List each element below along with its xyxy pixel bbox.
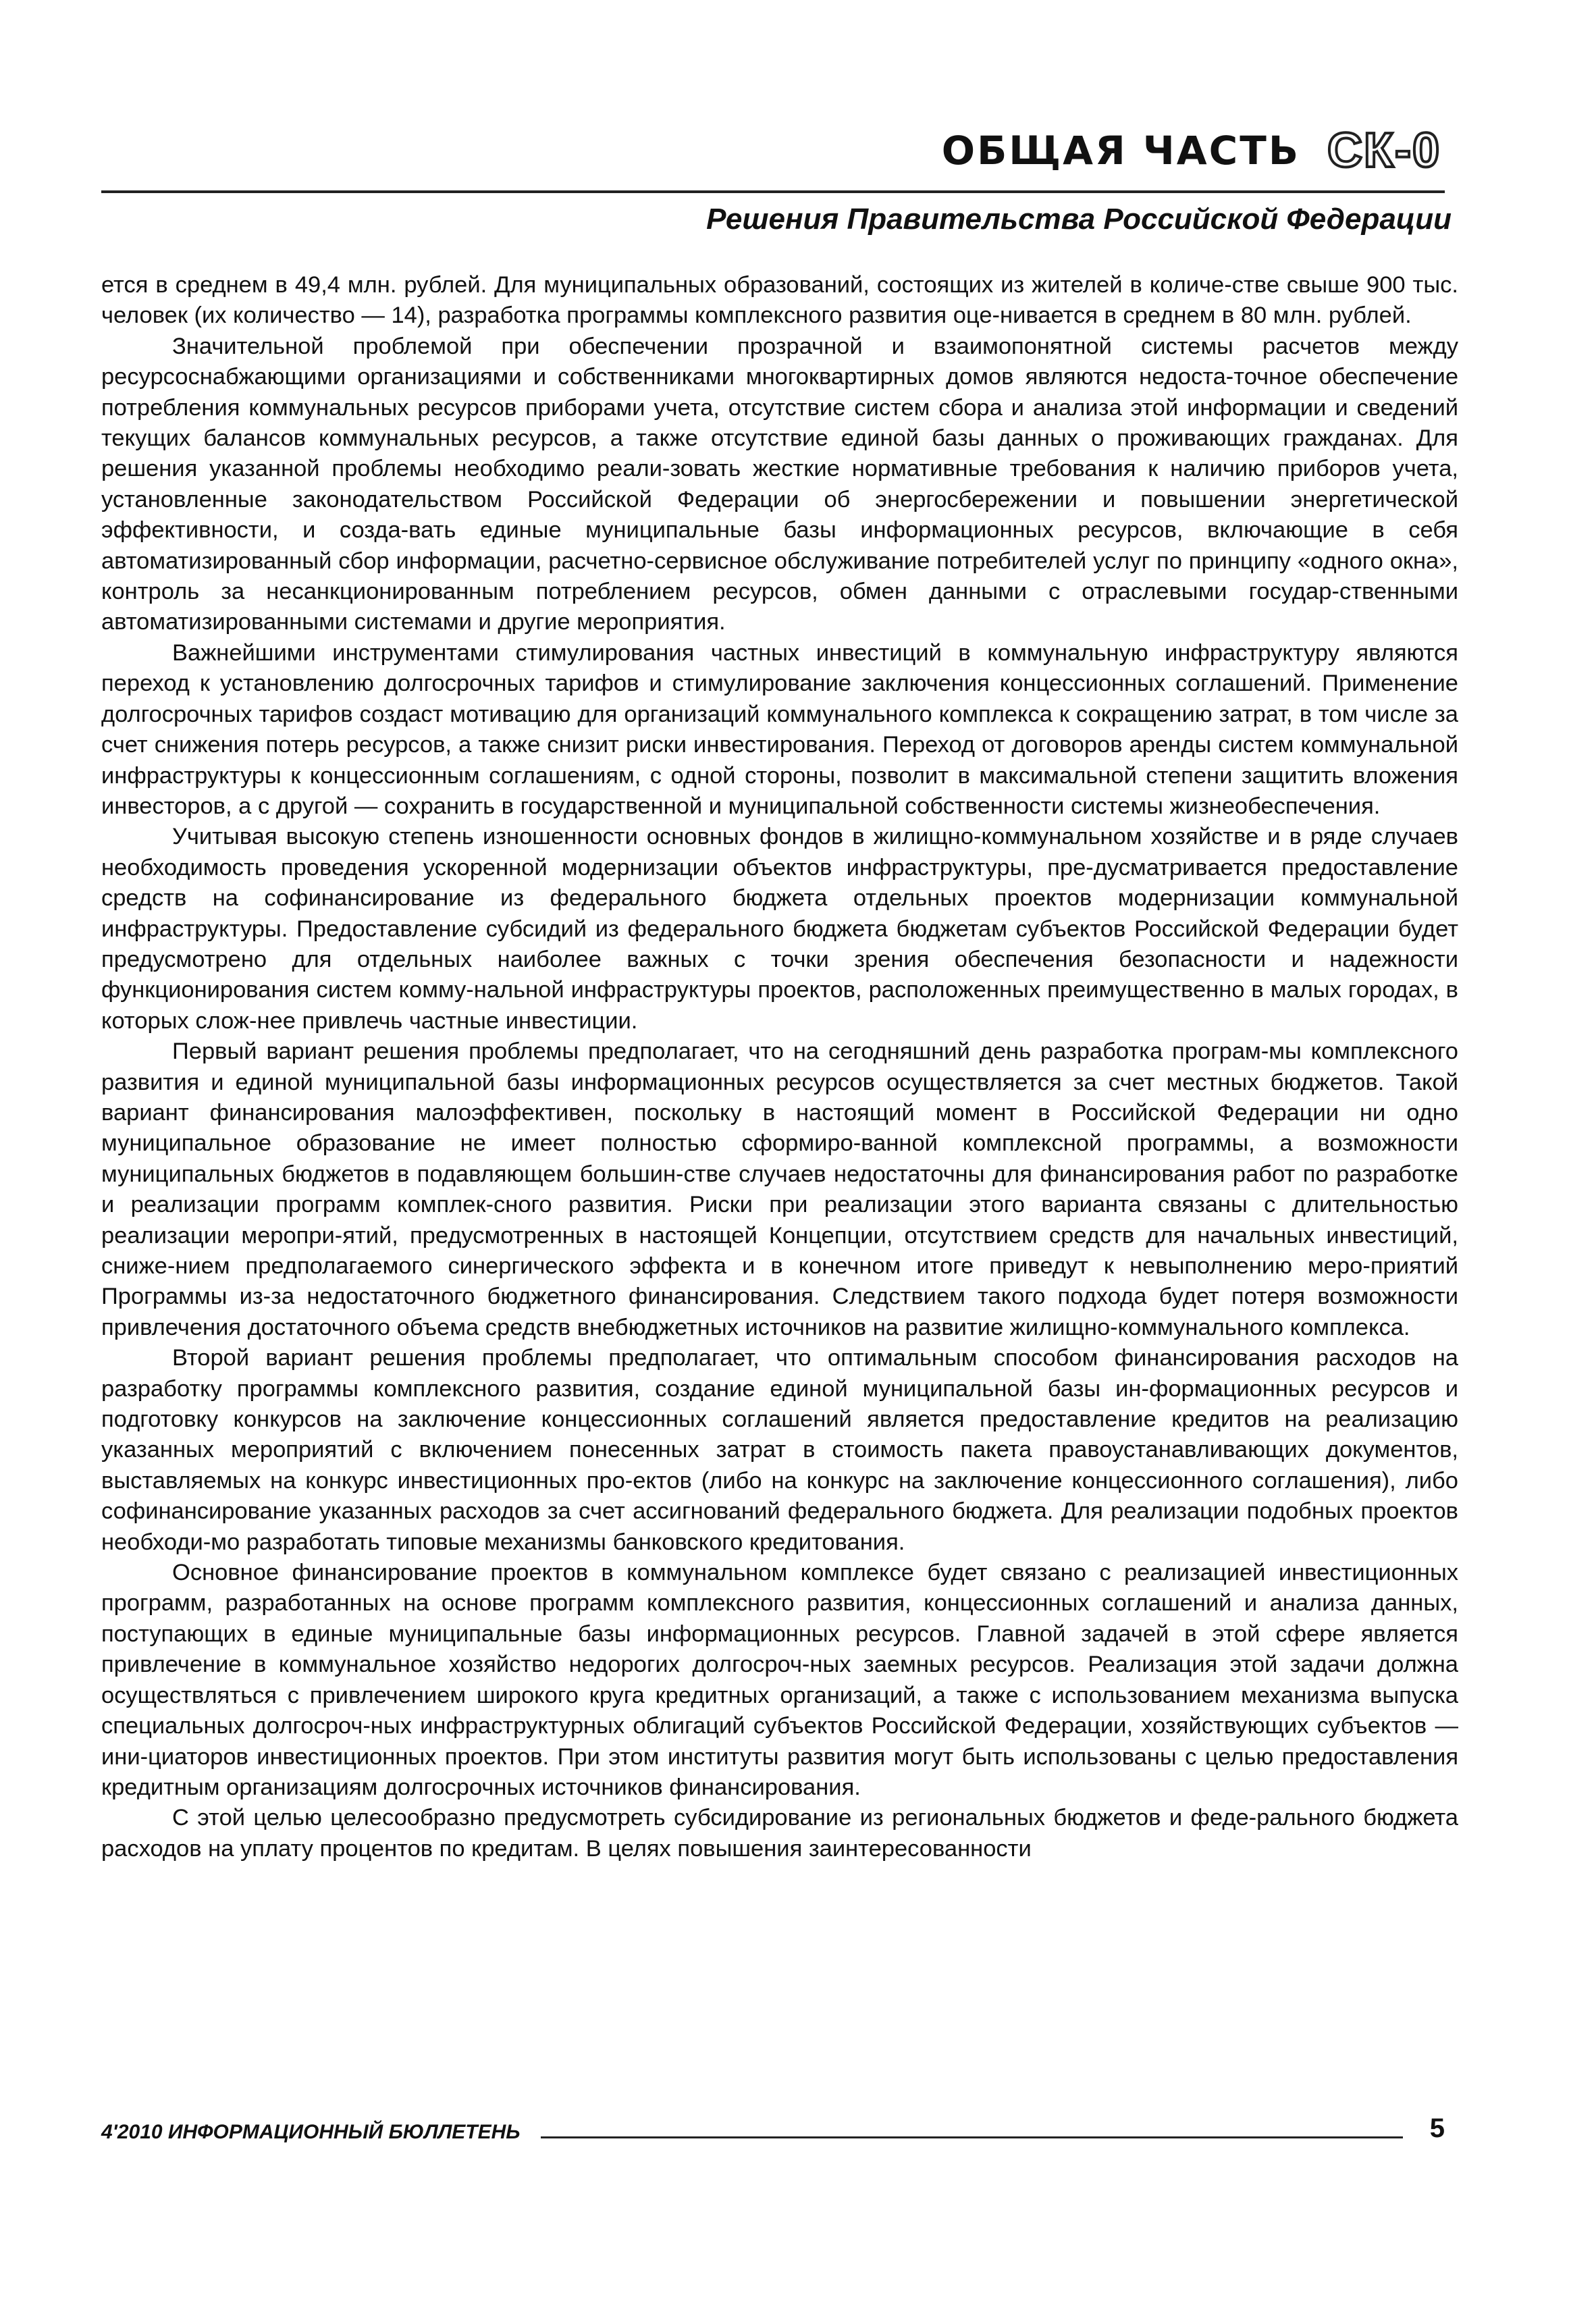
page-number: 5 [1429,2113,1445,2143]
page-subheader: Решения Правительства Российской Федерации [706,203,1452,236]
paragraph: Первый вариант решения проблемы предполагает, что на сегодняшний день разработка програм-мы комплексного развития и единой муниципальной базы информационных ресурсов осуществляется за счет местных бюджетов. Такой вариант финансирования малоэффективен, поскольку в настоящий момент в Российской Федерации ни одно муниципальное образование не имеет полностью сформиро-ванной комплексной программы, а возможности муниципальных бюджетов в подавляющем большин-стве случаев недостаточны для финансирования работ по разработке и реализации программ комплек-сного развития. Риски при реализации этого варианта связаны с длительностью реализации меропри-ятий, предусмотренных в настоящей Концепции, отсутствием средств для начальных инвестиций, сниже-нием предполагаемого синергического эффекта и в конечном итоге приведут к невыполнению меро-приятий Программы из-за недостаточного бюджетного финансирования. Следствием такого подхода будет потеря возможности привлечения достаточного объема средств внебюджетных источников на развитие жилищно-коммунального комплекса. [101,1038,1458,1340]
paragraph: ется в среднем в 49,4 млн. рублей. Для муниципальных образований, состоящих из жителей в количе-стве свыше 900 тыс. человек (их количество — 14), разработка программы комплексного развития оце-нивается в среднем в 80 млн. рублей. [101,272,1458,329]
publication-name: 4'2010 ИНФОРМАЦИОННЫЙ БЮЛЛЕТЕНЬ [101,2121,521,2143]
article-body [101,270,1458,1864]
page-header [101,113,1445,188]
paragraph: Второй вариант решения проблемы предполагает, что оптимальным способом финансирования расходов на разработку программы комплексного развития, создание единой муниципальной базы ин-формационных ресурсов и подготовку конкурсов на заключение концессионных соглашений является предоставление кредитов на реализацию указанных мероприятий с включением понесенных затрат в стоимость пакета правоустанавливающих документов, выставляемых на конкурс инвестиционных про-ектов (либо на конкурс на заключение концессионного соглашения), либо софинансирование указанных расходов за счет ассигнований федерального бюджета. Для реализации подобных проектов необходи-мо разработать типовые механизмы банковского кредитования. [101,1345,1458,1555]
paragraph: С этой целью целесообразно предусмотреть субсидирование из региональных бюджетов и феде-рального бюджета расходов на уплату процентов по кредитам. В целях повышения заинтересованности [101,1805,1458,1862]
paragraph: Важнейшими инструментами стимулирования частных инвестиций в коммунальную инфраструктуру являются переход к установлению долгосрочных тарифов и стимулирование заключения концессионных соглашений. Применение долгосрочных тарифов создаст мотивацию для организаций коммунального комплекса к сокращению затрат, в том числе за счет снижения потерь ресурсов, а также снизит риски инвестирования. Переход от договоров аренды систем коммунальной инфраструктуры к концессионным соглашениям, с одной стороны, позволит в максимальной степени защитить вложения инвесторов, а с другой — сохранить в государственной и муниципальной собственности системы жизнеобеспечения. [101,639,1458,819]
paragraph: Учитывая высокую степень изношенности основных фондов в жилищно-коммунальном хозяйстве и в ряде случаев необходимость проведения ускоренной модернизации объектов инфраструктуры, пре-дусматривается предоставление средств на софинансирование из федерального бюджета отдельных проектов модернизации коммунальной инфраструктуры. Предоставление субсидий из федерального бюджета бюджетам субъектов Российской Федерации будет предусмотрено для отдельных наиболее важных с точки зрения обеспечения безопасности и надежности функционирования систем комму-нальной инфраструктуры проектов, расположенных преимущественно в малых городах, в которых слож-нее привлечь частные инвестиции. [101,824,1458,1034]
section-title: ОБЩАЯ ЧАСТЬ [941,128,1301,174]
section-code-logo: СК-0 [1327,124,1441,178]
paragraph: Основное финансирование проектов в коммунальном комплексе будет связано с реализацией инвестиционных программ, разработанных на основе программ комплексного развития, концессионных соглашений и анализа данных, поступающих в единые муниципальные базы информационных ресурсов. Главной задачей в этой сфере является привлечение в коммунальное хозяйство недорогих долгосроч-ных заемных ресурсов. Реализация этой задачи должна осуществляться с привлечением широкого круга кредитных организаций, а также с использованием механизма выпуска специальных долгосроч-ных инфраструктурных облигаций субъектов Российской Федерации, хозяйствующих субъектов — ини-циаторов инвестиционных проектов. При этом институты развития могут быть использованы с целью предоставления кредитным организациям долгосрочных источников финансирования. [101,1560,1458,1800]
page-footer [101,2110,1445,2144]
footer-rule [541,2136,1403,2138]
header-rule [101,190,1445,193]
paragraph: Значительной проблемой при обеспечении прозрачной и взаимопонятной системы расчетов между ресурсоснабжающими организациями и собственниками многоквартирных домов являются недоста-точное обеспечение потребления коммунальных ресурсов приборами учета, отсутствие систем сбора и анализа этой информации и сведений текущих балансов коммунальных ресурсов, а также отсутствие единой базы данных о проживающих гражданах. Для решения указанной проблемы необходимо реали-зовать жесткие нормативные требования к наличию приборов учета, установленные законодательством Российской Федерации об энергосбережении и повышении энергетической эффективности, и созда-вать единые муниципальные базы информационных ресурсов, включающие в себя автоматизированный сбор информации, расчетно-сервисное обслуживание потребителей услуг по принципу «одного окна», контроль за несанкционированным потреблением ресурсов, обмен данными с отраслевыми государ-ственными автоматизированными системами и другие мероприятия. [101,333,1458,635]
